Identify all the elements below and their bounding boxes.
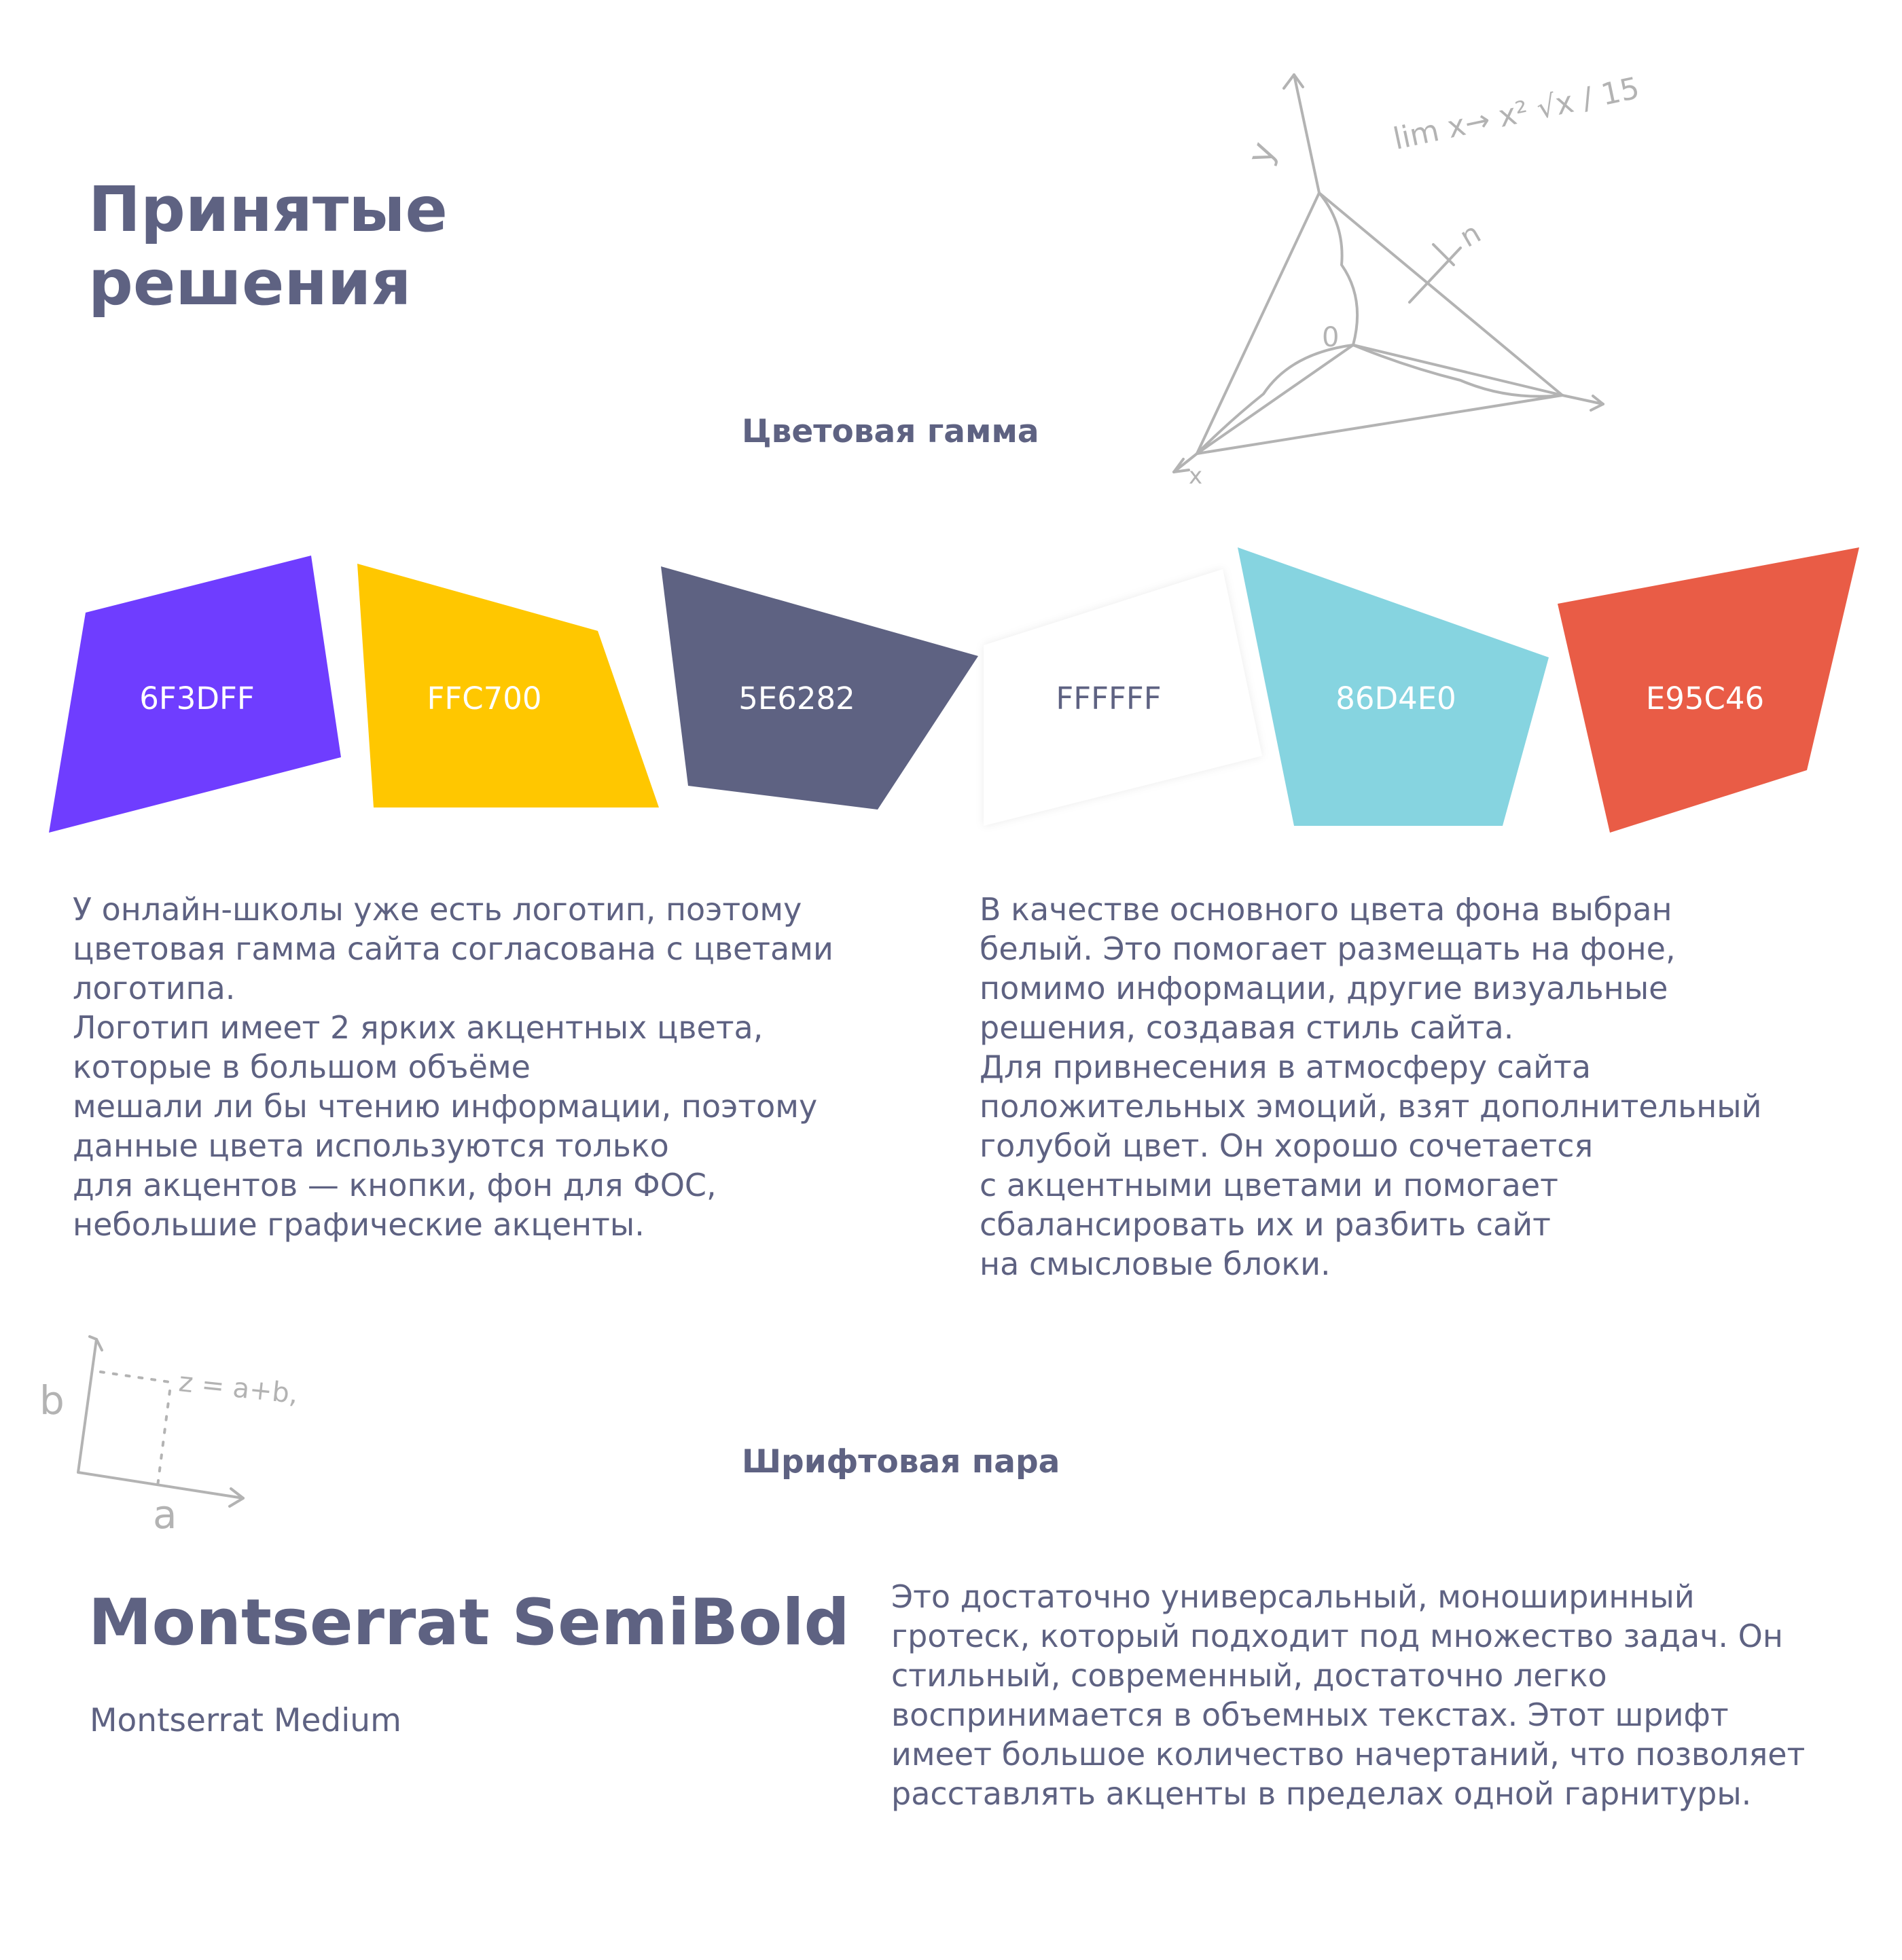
color-palette-description-left: У онлайн-школы уже есть логотип, поэтому цветовая гамма сайта согласована с цветами логотипа. Логотип имеет 2 ярких акцентных цвета, которые в большом объёме мешали ли бы чтению информации, поэтому данные цвета используются только для акцентов — кнопки, фон для ФОС, небольшие графические акценты. [73, 891, 833, 1243]
secondary-font-sample: Montserrat Medium [90, 1702, 401, 1739]
axis-label-a: a [153, 1491, 177, 1538]
swatch-label-white: FFFFFF [1056, 680, 1162, 716]
swatch-label-purple: 6F3DFF [139, 680, 255, 716]
primary-font-sample: Montserrat SemiBold [88, 1586, 850, 1660]
origin-label: 0 [1322, 322, 1340, 353]
sum-formula: z = a+b, [177, 1366, 300, 1411]
limit-formula: lim x→ x² √x / 15 [1390, 71, 1643, 157]
color-palette-description-right: В качестве основного цвета фона выбран белый. Это помогает размещать на фоне, помимо информации, другие визуальные решения, создавая стиль сайта. Для привнесения в атмосферу сайта положительных эмоций, взят дополнительный голубой цвет. Он хорошо сочетается с акцентными цветами и помогает сбалансировать их и разбить сайт на смысловые блоки. [980, 891, 1762, 1282]
vector-label: n [1454, 215, 1487, 254]
swatch-label-cyan: 86D4E0 [1335, 680, 1456, 716]
swatch-label-slate: 5E6282 [738, 680, 855, 716]
color-palette-heading: Цветовая гамма [742, 413, 1039, 450]
swatch-label-red: E95C46 [1645, 680, 1765, 716]
y-axis-label: y [1239, 137, 1284, 170]
page-title: Принятые решения [88, 173, 448, 319]
x-axis-label: x [1189, 462, 1203, 490]
font-pair-heading: Шрифтовая пара [742, 1443, 1060, 1481]
font-pair-description: Это достаточно универсальный, моноширинный гротеск, который подходит под множество задач. Он стильный, современный, достаточно легко воспринимается в объемных текстах. Этот шрифт имеет большое количество начертаний, что позволяет расставлять акценты в пределах одной гарнитуры. [891, 1578, 1806, 1812]
axis-label-b: b [39, 1377, 65, 1423]
swatch-label-yellow: FFC700 [427, 680, 542, 716]
